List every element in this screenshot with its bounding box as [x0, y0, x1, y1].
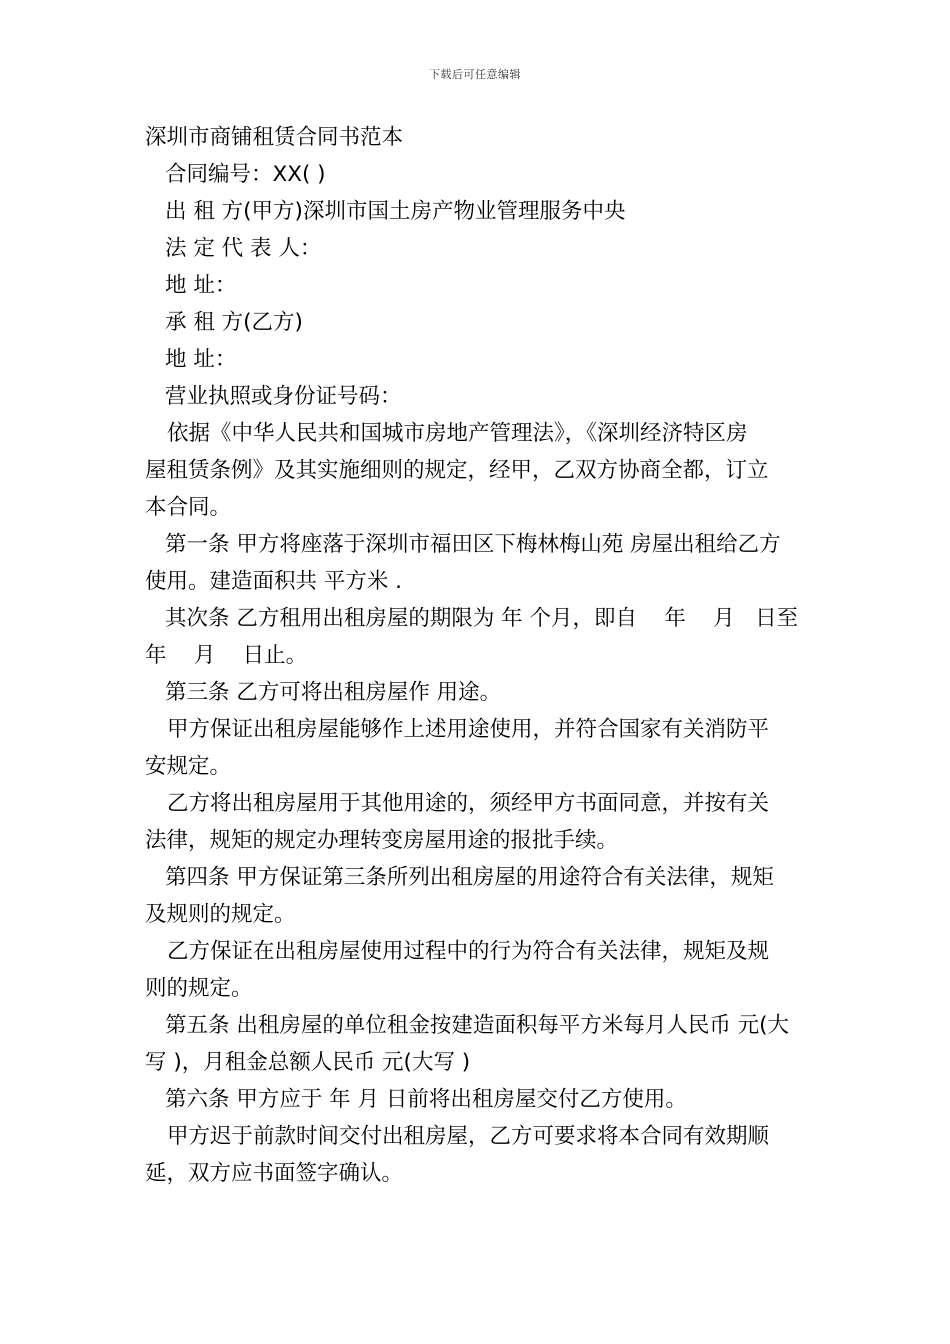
article-2-line: 其次条 乙方租用出租房屋的期限为 年 个月，即自 年 月 日至 [165, 606, 799, 631]
document-title: 深圳市商铺租赁合同书范本 [145, 125, 404, 150]
article-4-line: 及规则的规定。 [145, 902, 296, 927]
article-1-line: 第一条 甲方将座落于深圳市福田区下梅林梅山苑 房屋出租给乙方 [165, 532, 781, 557]
basis-line: 本合同。 [145, 495, 232, 520]
article-6-line: 第六条 甲方应于 年 月 日前将出租房屋交付乙方使用。 [165, 1087, 687, 1112]
article-6-paragraph-line: 延，双方应书面签字确认。 [145, 1161, 404, 1186]
article-3-paragraph-line: 乙方将出租房屋用于其他用途的，须经甲方书面同意，并按有关 [167, 791, 770, 816]
article-5-line: 写 )，月租金总额人民币 元(大写 ) [145, 1050, 471, 1075]
article-4-line: 第四条 甲方保证第三条所列出租房屋的用途符合有关法律，规矩 [165, 865, 774, 890]
header-note: 下载后可任意编辑 [429, 68, 521, 81]
article-6-paragraph-line: 甲方迟于前款时间交付出租房屋，乙方可要求将本合同有效期顺 [167, 1124, 770, 1149]
basis-line: 屋租赁条例》及其实施细则的规定，经甲，乙双方协商全都，订立 [145, 458, 769, 483]
article-1-line: 使用。建造面积共 平方米 . [145, 569, 403, 594]
lessor-line: 出 租 方(甲方)深圳市国土房产物业管理服务中央 [165, 199, 626, 224]
article-4-paragraph-line: 则的规定。 [145, 976, 253, 1001]
basis-line: 依据《中华人民共和国城市房地产管理法》，《深圳经济特区房 [167, 421, 748, 446]
article-5-line: 第五条 出租房屋的单位租金按建造面积每平方米每月人民币 元(大 [165, 1013, 790, 1038]
article-3-paragraph-line: 法律，规矩的规定办理转变房屋用途的报批手续。 [145, 828, 619, 853]
article-4-paragraph-line: 乙方保证在出租房屋使用过程中的行为符合有关法律，规矩及规 [167, 939, 770, 964]
article-3-paragraph-line: 安规定。 [145, 754, 232, 779]
lessee-line: 承 租 方(乙方) [165, 310, 303, 335]
license-line: 营业执照或身份证号码： [165, 384, 402, 409]
document-body [145, 119, 807, 1192]
article-3-line: 第三条 乙方可将出租房屋作 用途。 [165, 680, 502, 705]
legal-representative-line: 法 定 代 表 人： [165, 236, 322, 261]
lessor-address-line: 地 址： [165, 273, 237, 298]
article-3-paragraph-line: 甲方保证出租房屋能够作上述用途使用，并符合国家有关消防平 [167, 717, 770, 742]
article-2-line: 年 月 日止。 [145, 643, 308, 668]
lessee-address-line: 地 址： [165, 347, 237, 372]
contract-number-line: 合同编号：XX( ) [165, 162, 326, 187]
